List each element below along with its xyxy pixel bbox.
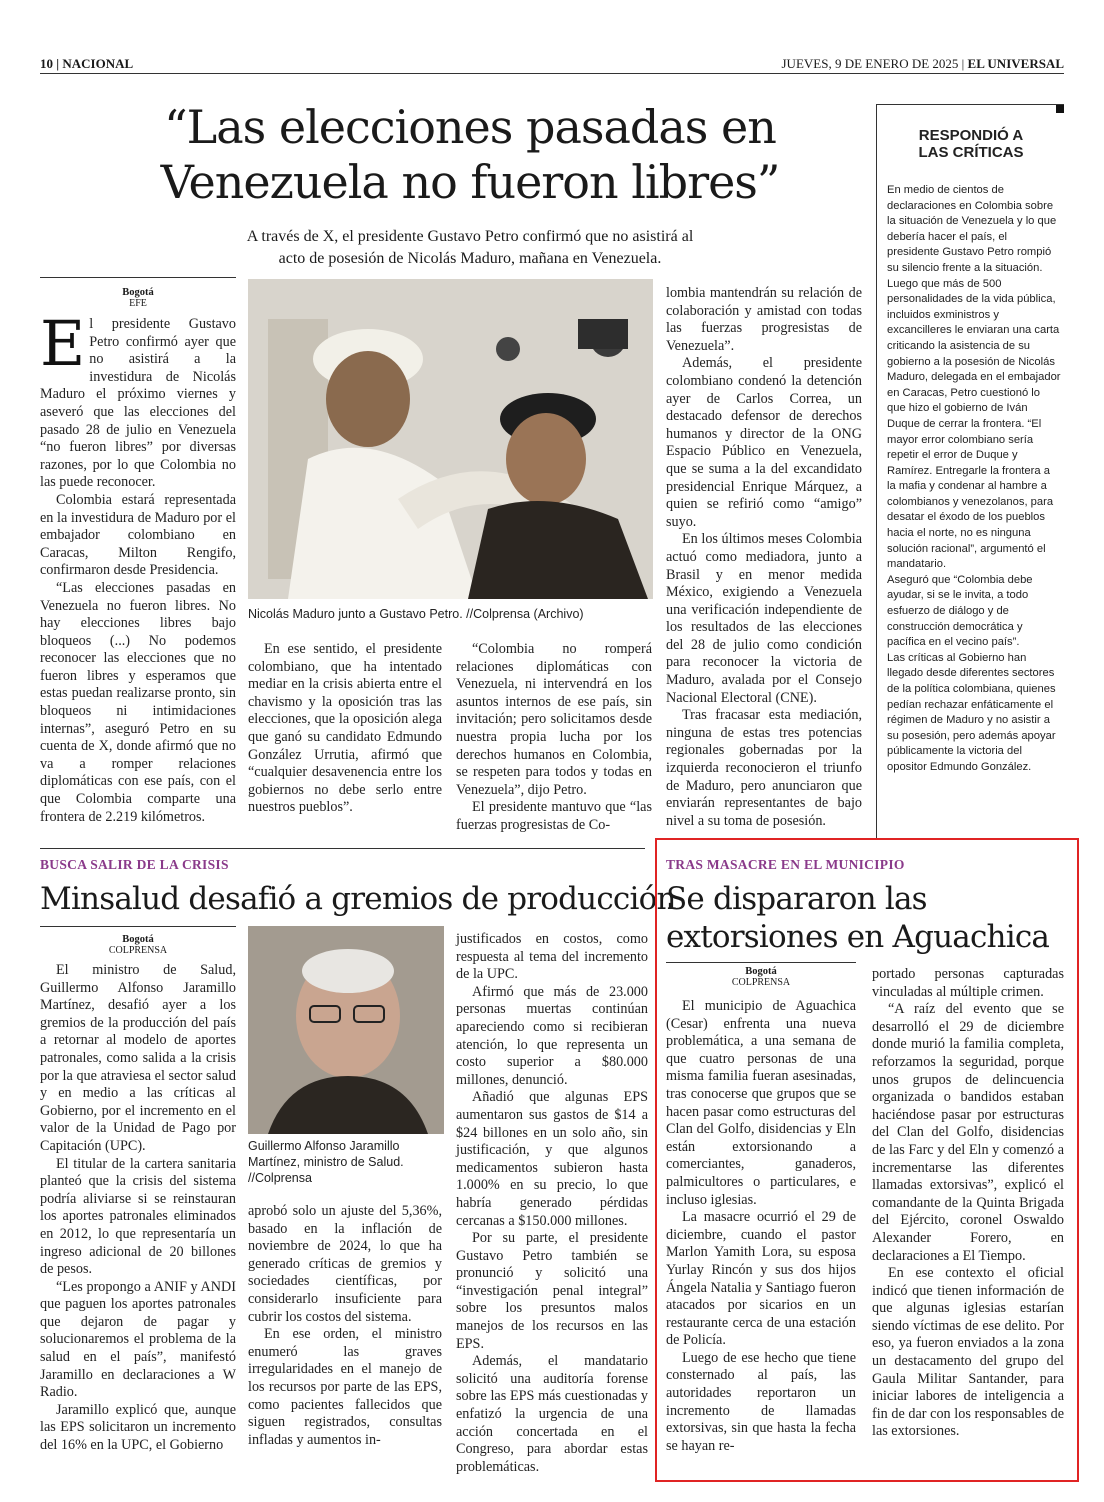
minsalud-col3-p3: Añadió que algunas EPS aumentaron sus gastos de $14 a $24 billones en un solo año, sin justificación, y que algunos medicamentos subieron hasta 1.000% en su precio, lo que habría generado pérdidas cercanas a $150.000 millones. — [456, 1089, 648, 1229]
headline-line-2: Venezuela no fueron libres” — [160, 155, 780, 209]
jaramillo-photo — [248, 926, 444, 1134]
minsalud-col-3 — [456, 931, 648, 1476]
minsalud-col-2 — [248, 1203, 442, 1449]
sidebar-p1: En medio de cientos de declaraciones en Colombia sobre la situación de Venezuela y lo que debería hacer el país, el presidente Gustavo Petro rompió su silencio frente a la situación. — [887, 184, 1057, 274]
sidebar-box — [876, 104, 1064, 840]
main-col1-p3: “Las elecciones pasadas en Venezuela no fueron libres. No hay elecciones libres bajo bloqueos (...) No podemos reconocer las elecciones que no fueron libres y esperamos que estas puedan realizarse pronto, sin bloqueos ni intimidaciones internas”, aseguró Petro en su cuenta de X, donde afirmó que no va a romper relaciones diplomáticas con ese país, con el que Colombia comparte una frontera de 2.219 kilómetros. — [40, 579, 236, 825]
minsalud-byline-city: Bogotá — [122, 934, 154, 945]
maduro-petro-photo — [248, 279, 653, 599]
page-section: 10 | NACIONAL — [40, 56, 134, 71]
main-photo-caption: Nicolás Maduro junto a Gustavo Petro. //Colprensa (Archivo) — [248, 607, 584, 621]
sidebar-title — [877, 127, 1065, 161]
main-col-4 — [666, 285, 862, 830]
aguachica-byline-agency: COLPRENSA — [731, 977, 791, 988]
aguachica-col2-p2: “A raíz del evento que se desarrolló el 29 de diciembre donde murió la familia completa, reforzamos la seguridad, porque unos grupos de delincuencia organizada o bandidos estaban haciéndose pasar por estructuras del Clan del Golfo, disidencias de las Farc y del Eln y comenzó a incrementarse las diferentes llamadas extorsivas”, explicó el comandante de la Quinta Brigada del Ejército, coronel Oswaldo Alexander Forero, en declaraciones a El Tiempo. — [872, 1001, 1064, 1264]
main-col4-p2: Además, el presidente colombiano condenó la detención ayer de Carlos Correa, un destacado defensor de derechos humanos y director de la ONG Espacio Público en Venezuela, que se suma a la del excandidato presidencial Enrique Márquez, a quien se refirió como “amigo” suyo. — [666, 355, 862, 530]
minsalud-col3-p5: Además, el mandatario solicitó una auditoría forense sobre las EPS más cuestionadas y enfatizó la urgencia de una acción concertada en el Congreso, para abordar estas problemáticas. — [456, 1353, 648, 1475]
minsalud-col-1 — [40, 962, 236, 1455]
minsalud-col1-p2: El titular de la cartera sanitaria planteó que la crisis del sistema podría aliviarse si se reinstauran los aportes patronales eliminados en 2012, lo que representaría un ingreso adicional de 20 billones de pesos. — [40, 1155, 236, 1278]
byline-city: Bogotá — [122, 287, 154, 298]
minsalud-byline — [40, 934, 236, 956]
aguachica-col2-p3: En ese contexto el oficial indicó que tienen información de que algunas iglesias estarían siendo víctimas de ese delito. Por eso, ya fueron enviados a la zona un destacamento del grupo del Gaula Militar Santander, para iniciar labores de inteligencia a fin de dar con los responsables de las extorsiones. — [872, 1265, 1064, 1440]
main-col-2 — [248, 641, 442, 817]
minsalud-col1-p4: Jaramillo explicó que, aunque las EPS solicitaron un incremento del 16% en la UPC, el Gobierno — [40, 1401, 236, 1454]
byline-rule — [40, 277, 236, 278]
photo-illustration — [248, 279, 653, 599]
main-headline — [90, 100, 850, 210]
sidebar-p4: Las críticas al Gobierno han llegado desde diferentes sectores de la política colombiana, quienes pedían rechazar enfáticamente el régimen de Maduro y no asistir a su posesión, pero además apoyar públicamente la victoria del opositor Edmundo González. — [887, 651, 1056, 773]
aguachica-headline-line-2: extorsiones en Aguachica — [666, 919, 1050, 955]
minsalud-byline-agency: COLPRENSA — [108, 945, 168, 956]
aguachica-byline-city: Bogotá — [745, 966, 777, 977]
paper-name: EL UNIVERSAL — [967, 56, 1064, 71]
highlight-box — [655, 838, 1079, 1482]
main-col4-p3: En los últimos meses Colombia actuó como mediadora, junto a Brasil y en menor medida México, exigiendo a Venezuela una verificación independiente de los resultados de las elecciones del 28 de julio como condición para reconocer la victoria de Maduro, avalada por el Consejo Nacional Electoral (CNE). — [666, 531, 862, 706]
sidebar-corner — [1056, 105, 1064, 113]
main-byline — [40, 287, 236, 309]
page-date — [782, 56, 1065, 72]
main-col-1 — [40, 307, 236, 826]
minsalud-col1-p1: El ministro de Salud, Guillermo Alfonso Jaramillo Martínez, desafió ayer a los gremios de la producción del país a retornar al modelo de aportes patronales, como salida a la crisis por la que atraviesa el sector salud y en medio a las críticas al Gobierno, por el incremento en el valor de la Unidad de Pago por Capitación (UPC). — [40, 962, 236, 1154]
minsalud-col3-p2: Afirmó que más de 23.000 personas muertas continúan apareciendo como si recibieran atención, lo que representa un costo superior a $80.000 millones, denunció. — [456, 983, 648, 1088]
main-deck — [160, 226, 780, 270]
minsalud-photo-caption: Guillermo Alfonso Jaramillo Martínez, ministro de Salud. //Colprensa — [248, 1139, 404, 1185]
aguachica-col1-p1: El municipio de Aguachica (Cesar) enfrenta una nueva problemática, a una semana de que cuatro personas de una misma familia fueran asesinadas, tras conocerse que grupos que se hacen pasar como estructuras del Clan del Golfo, disidencias y Eln están extorsionando a comerciantes, ganaderos, palmicultores o particulares, e incluso iglesias. — [666, 998, 856, 1208]
sidebar-body — [887, 183, 1061, 776]
main-col1-p2: Colombia estará representada en la investidura de Maduro por el embajador colombiano en Caracas, Milton Rengifo, confirmaron desde Presidencia. — [40, 491, 236, 579]
minsalud-headline: Minsalud desafió a gremios de producción — [40, 881, 676, 917]
aguachica-headline-line-1: Se dispararon las — [666, 881, 927, 917]
aguachica-kicker: TRAS MASACRE EN EL MUNICIPIO — [666, 857, 905, 872]
main-col4-p1: lombia mantendrán su relación de colaboración y amistad con todas las fuerzas progresistas de Venezuela”. — [666, 285, 862, 354]
sidebar-p2: Luego que más de 500 personalidades de la vida pública, incluidos exministros y excancilleres le enviaran una carta criticando la asistencia de su gobierno a la posesión de Nicolás Maduro, delegada en el embajador en Caracas, Petro cuestionó lo que hizo el gobierno de Iván Duque de cerrar la frontera. “El mayor error colombiano sería repetir el error de Duque y Ramírez. Entregarle la frontera a la mafia y condenar al hambre a colombianos y venezolanos, para desatar el éxodo de los pueblos hacia el norte, no es ninguna solución racional”, argumentó el mandatario. — [887, 277, 1061, 571]
main-col2-p1: En ese sentido, el presidente colombiano, que ha intentado mediar en la crisis abierta entre el chavismo y la oposición tras las elecciones, que la oposición alega que ganó su candidato Edmundo González Urrutia, afirmó que “cualquier desavenencia entre los gobiernos no debe serlo entre nuestros pueblos”. — [248, 641, 442, 816]
page-header — [40, 54, 1064, 74]
byline-agency: EFE — [129, 298, 147, 309]
deck-line-1: A través de X, el presidente Gustavo Petro confirmó que no asistirá al — [246, 228, 694, 245]
aguachica-col2-p1: portado personas capturadas vinculadas al múltiple crimen. — [872, 966, 1064, 1000]
portrait-illustration — [248, 926, 444, 1134]
date-text: JUEVES, 9 DE ENERO DE 2025 | — [781, 56, 965, 71]
deck-line-2: acto de posesión de Nicolás Maduro, mañana en Venezuela. — [278, 250, 662, 267]
minsalud-col2-p1: aprobó solo un ajuste del 5,36%, basado en la inflación de noviembre de 2024, lo que ha generado críticas de gremios y sociedades científicas, por considerarlo insuficiente para cubrir los costos del sistema. — [248, 1203, 442, 1325]
main-col3-p2: El presidente mantuvo que “las fuerzas progresistas de Co- — [456, 799, 652, 833]
main-col-3 — [456, 641, 652, 835]
minsalud-col3-p1: justificados en costos, como respuesta al tema del incremento de la UPC. — [456, 931, 648, 983]
minsalud-col3-p4: Por su parte, el presidente Gustavo Petro también se pronunció y solicitó una “investigación penal integral” sobre los presuntos malos manejos de los recursos en las EPS. — [456, 1230, 648, 1352]
aguachica-col1-p3: Luego de ese hecho que tiene consternado al país, las autoridades reportaron un incremento de llamadas extorsivas, sin que hasta la fecha se hayan re- — [666, 1349, 856, 1454]
aguachica-col1-p2: La masacre ocurrió el 29 de diciembre, cuando el pastor Marlon Yamith Lora, su esposa Yurlay Rincón y sus dos hijos Ángela Natalia y Santiago fueron atacados por sicarios en un restaurante cerca de una estación de Policía. — [666, 1209, 856, 1349]
sidebar-p3: Aseguró que “Colombia debe ayudar, si se le invita, a todo esfuerzo de diálogo y de construcción democrática y pacífica en el vecino país”. — [887, 573, 1033, 649]
minsalud-byline-rule — [40, 926, 236, 927]
main-col4-p4: Tras fracasar esta mediación, ninguna de estas tres potencias regionales gobernadas por la izquierda reconocieron el triunfo de Maduro, pero anunciaron que enviarán representantes de bajo nivel a su toma de posesión. — [666, 707, 862, 829]
minsalud-col1-p3: “Les propongo a ANIF y ANDI que paguen los aportes patronales que dejaron de pagar y solucionaremos el problema de la salud en el país”, manifestó Jaramillo en declaraciones a W Radio. — [40, 1278, 236, 1401]
main-col1-p1: l presidente Gustavo Petro confirmó ayer que no asistirá a la investidura de Nicolás Maduro el próximo viernes y aseveró que las elecciones del pasado 28 de julio en Venezuela “no fueron libres” por diversas razones, por lo que Colombia no las puede reconocer. — [40, 316, 236, 491]
minsalud-kicker: BUSCA SALIR DE LA CRISIS — [40, 857, 229, 872]
sidebar-title-line-2: LAS CRÍTICAS — [918, 144, 1024, 161]
minsalud-col2-p2: En ese orden, el ministro enumeró las graves irregularidades en el manejo de los recursos por parte de las EPS, como pacientes fallecidos que siguen registrados, consultas infladas y aumentos in- — [248, 1326, 442, 1448]
minsalud-rule — [40, 848, 645, 849]
main-col3-p1: “Colombia no romperá relaciones diplomáticas con Venezuela, ni intervendrá en los asuntos internos de ese país, sin invitación; pero solicitamos desde nuestra propia lucha por los derechos humanos en Colombia, se respeten para todos y todas en Venezuela”, dijo Petro. — [456, 641, 652, 798]
dropcap: E — [40, 307, 86, 380]
headline-line-1: “Las elecciones pasadas en — [164, 100, 776, 154]
sidebar-title-line-1: RESPONDIÓ A — [918, 127, 1024, 144]
